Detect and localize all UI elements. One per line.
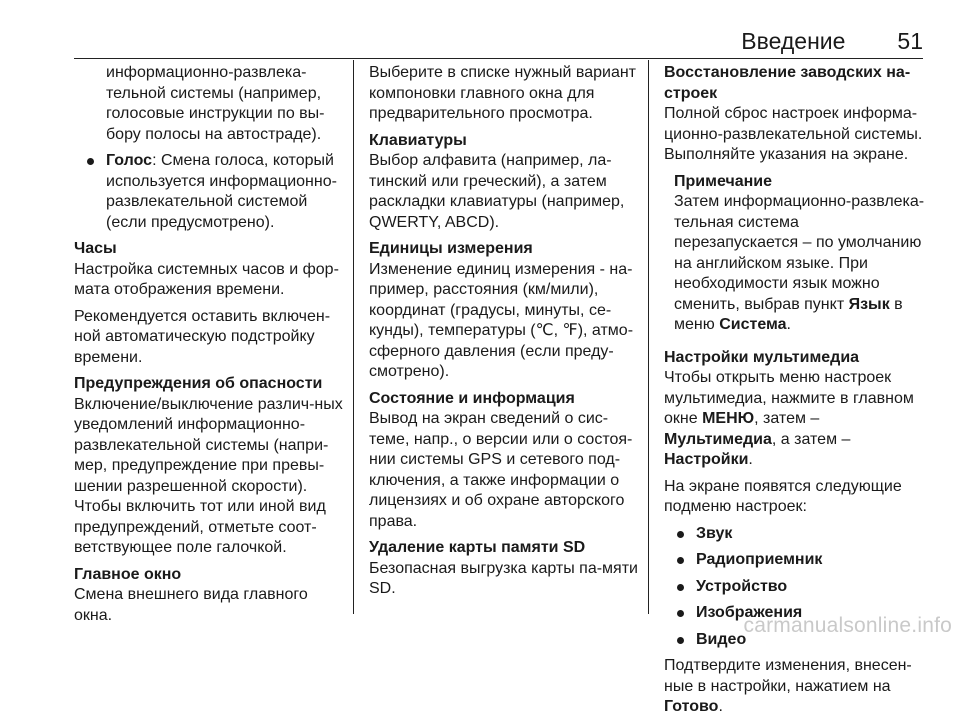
bullet-icon <box>87 158 94 165</box>
watermark: carmanualsonline.info <box>743 614 952 637</box>
multimedia-paragraph <box>664 368 926 471</box>
note-paragraph <box>674 192 926 336</box>
sd-paragraph: Безопасная выгрузка карты па-мяти SD. <box>369 559 638 597</box>
multimedia-then-1: , затем – <box>754 410 820 427</box>
list-item <box>664 577 926 598</box>
submenu-radio: Радиоприемник <box>696 551 823 568</box>
header-rule <box>74 58 923 59</box>
confirm-paragraph <box>664 656 926 718</box>
sd-heading: Удаление карты памяти SD <box>369 539 586 556</box>
submenu-device: Устройство <box>696 577 788 595</box>
submenu-sound: Звук <box>696 524 733 542</box>
multimedia-text: Чтобы открыть меню настроек мультимедиа, нажмите в главном окне <box>664 369 914 427</box>
status-paragraph: Вывод на экран сведений о сис-теме, напр., о версии или о состоя-нии системы GPS и сетевого под-ключения, а также информации о лицензиях и об охране авторского права. <box>369 410 633 530</box>
voice-label: Голос <box>106 152 153 169</box>
submenu-images: Изображения <box>696 604 803 621</box>
confirm-end: . <box>718 698 723 715</box>
multimedia-ref: Мультимедиа <box>664 430 772 448</box>
note-block <box>664 172 926 336</box>
done-ref: Готово <box>664 698 719 715</box>
bullet-icon <box>677 557 684 564</box>
note-text-end: . <box>786 316 791 333</box>
confirm-text: Подтвердите изменения, внесен-ные в настройки, нажатием на <box>664 657 912 695</box>
clock-paragraph-2: Рекомендуется оставить включен-ной автоматическую подстройку времени. <box>74 307 331 366</box>
bullet-icon <box>677 584 684 591</box>
warnings-paragraph: Включение/выключение различ-ных уведомлений информационно-развлекательной системы (напри-мер, предупреждение при превы-шении разрешенной скорости). Чтобы включить тот или иной вид предупреждений, отметьте соот-ветствующее поле галочкой. <box>74 395 343 556</box>
clock-paragraph-1: Настройка системных часов и фор-мата отображения времени. <box>74 260 339 298</box>
submenu-video: Видео <box>696 630 747 648</box>
note-text: Затем информационно-развлека-тельная система перезапускается – по умолчанию на английском языке. При необходимости язык можно сменить, выбрав пункт <box>674 193 925 313</box>
list-item <box>664 550 926 571</box>
main-window-paragraph: Смена внешнего вида главного окна. <box>74 586 308 624</box>
warnings-heading: Предупреждения об опасности <box>74 375 323 392</box>
page-title: Введение <box>741 28 846 54</box>
multimedia-end: . <box>748 451 753 468</box>
note-language-ref: Язык <box>848 295 890 313</box>
note-text-mid: в меню <box>674 295 903 333</box>
reset-heading: Восстановление заводских на-строек <box>664 64 911 102</box>
clock-heading: Часы <box>74 240 117 257</box>
column-1 <box>74 63 349 632</box>
bullet-icon <box>677 531 684 538</box>
keyboards-heading: Клавиатуры <box>369 131 467 149</box>
list-item <box>664 524 926 545</box>
settings-ref: Настройки <box>664 451 749 468</box>
column-divider-1 <box>353 60 354 614</box>
intro-continuation: информационно-развлека-тельной системы (например, голосовые инструкции по вы-бору полосы на автостраде). <box>106 64 325 143</box>
status-heading: Состояние и информация <box>369 389 575 407</box>
column-2 <box>369 63 644 606</box>
page-header <box>741 27 923 55</box>
keyboards-paragraph: Выбор алфавита (например, ла-тинский или греческий), а затем раскладки клавиатуры (например, QWERTY, ABCD). <box>369 152 625 231</box>
submenus-paragraph: На экране появятся следующие подменю настроек: <box>664 477 902 515</box>
units-heading: Единицы измерения <box>369 240 533 257</box>
main-window-heading: Главное окно <box>74 565 182 583</box>
units-paragraph: Изменение единиц измерения - на-пример, расстояния (км/мили), координат (градусы, минуты, се-кунды), температуры (℃, ℉), атмо-сферного давления (если преду-смотрено). <box>369 260 634 380</box>
multimedia-heading: Настройки мультимедиа <box>664 348 860 366</box>
voice-text: : Смена голоса, который используется информационно-развлекательной системой (если предусмотрено). <box>106 152 337 231</box>
bullet-icon <box>677 610 684 617</box>
bullet-icon <box>677 637 684 644</box>
layout-paragraph: Выберите в списке нужный вариант компоновки главного окна для предварительного просмотра. <box>369 64 637 122</box>
multimedia-then-2: , а затем – <box>771 430 851 448</box>
note-heading: Примечание <box>674 172 773 190</box>
list-item-voice <box>74 151 349 233</box>
menu-ref: МЕНЮ <box>702 410 755 427</box>
note-system-ref: Система <box>719 316 787 333</box>
page-number: 51 <box>897 28 923 54</box>
column-divider-2 <box>648 60 649 614</box>
reset-paragraph: Полной сброс настроек информа-ционно-развлекательной системы. Выполняйте указания на экране. <box>664 105 923 163</box>
